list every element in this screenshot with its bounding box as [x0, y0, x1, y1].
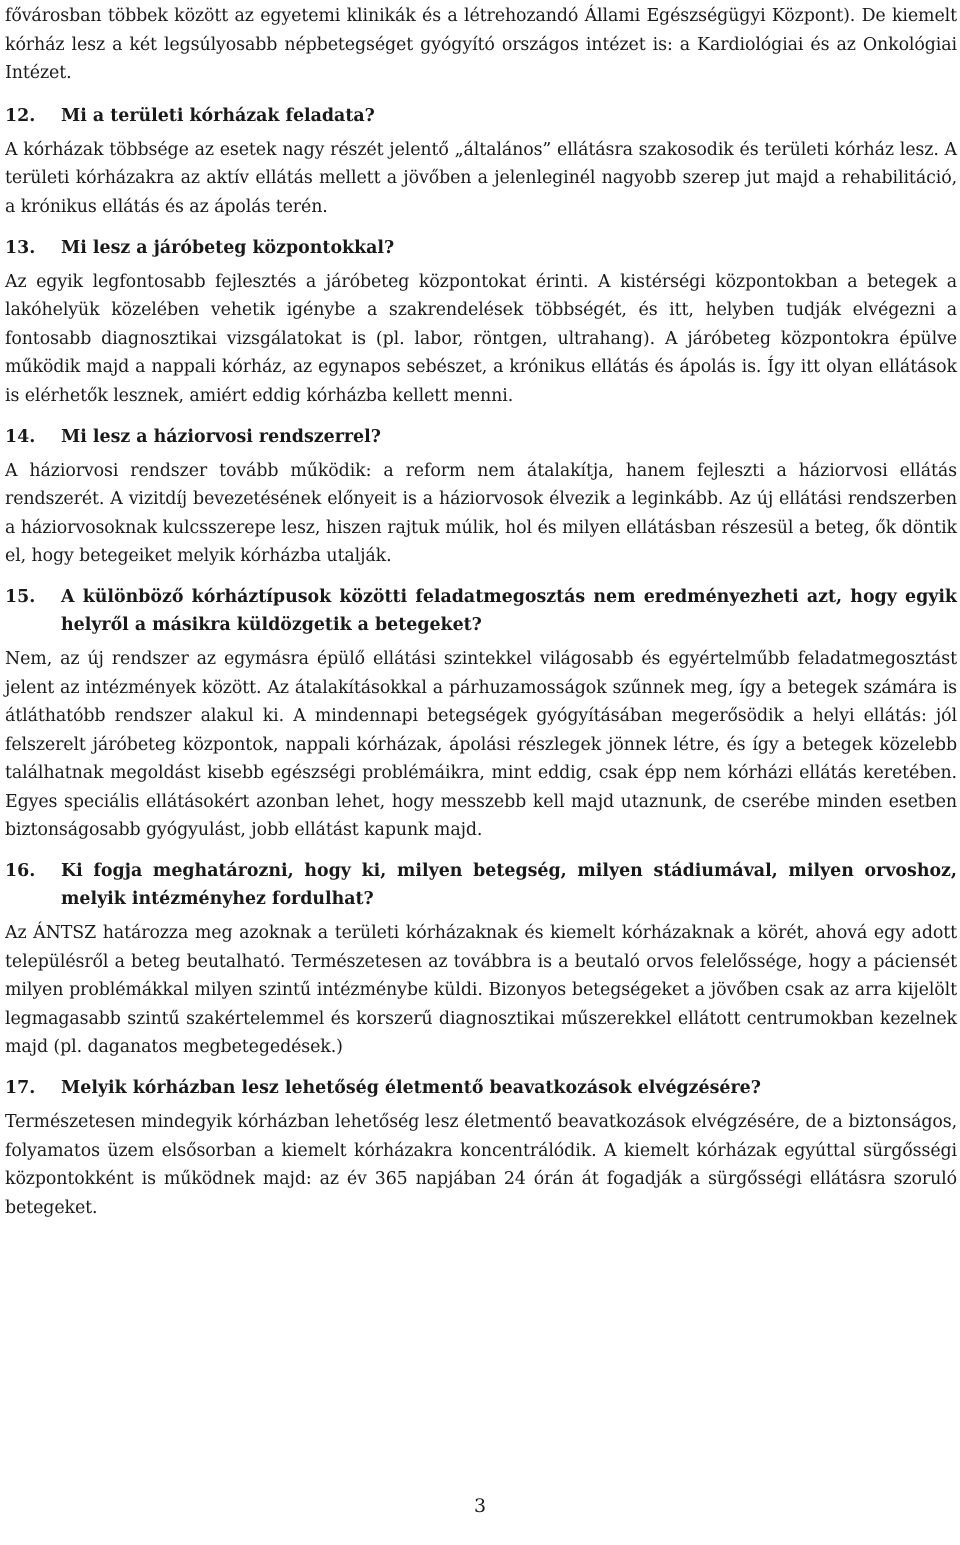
- section-question: A különböző kórháztípusok közötti feladatmegosztás nem eredményezheti azt, hogy egyik helyről a másikra küldözgetik a betegeket?: [61, 586, 957, 635]
- section-number: 12.: [5, 105, 36, 126]
- section-number: 15.: [5, 586, 36, 607]
- section-heading-14: [5, 423, 957, 451]
- section-number: 14.: [5, 426, 36, 447]
- section-answer-13: Az egyik legfontosabb fejlesztés a járóbeteg központokat érinti. A kistérségi központokban a betegek a lakóhelyük közelében vehetik igénybe a szakrendelések többségét, és itt, helyben tudják elvégezni a fontosabb diagnosztikai vizsgálatokat is (pl. labor, röntgen, ultrahang). A járóbeteg központokra épülve működik majd a nappali kórház, az egynapos sebészet, a krónikus ellátás és ápolás is. Így itt olyan ellátások is elérhetők lesznek, amiért eddig kórházba kellett menni.: [5, 271, 957, 406]
- document-page: [5, 2, 957, 1222]
- section-answer-16: Az ÁNTSZ határozza meg azoknak a területi kórházaknak és kiemelt kórházaknak a körét, ahová egy adott településről a beteg beutalható. Természetesen az továbbra is a beutaló orvos felelőssége, hogy a páciensét milyen problémákkal milyen szintű intézménybe küldi. Bizonyos betegségeket a jövőben csak az arra kijelölt legmagasabb szintű szakértelemmel és korszerű diagnosztikai műszerekkel ellátott centrumokban kezelnek majd (pl. daganatos megbetegedések.): [5, 923, 957, 1058]
- section-question: Melyik kórházban lesz lehetőség életmentő beavatkozások elvégzésére?: [61, 1078, 761, 1099]
- section-heading-16: [5, 857, 957, 913]
- page-number: 3: [473, 1495, 487, 1517]
- section-question: Mi a területi kórházak feladata?: [61, 105, 375, 126]
- section-question: Ki fogja meghatározni, hogy ki, milyen betegség, milyen stádiumával, milyen orvoshoz, melyik intézményhez fordulhat?: [61, 861, 957, 910]
- section-heading-12: [5, 102, 957, 130]
- section-number: 17.: [5, 1078, 36, 1099]
- section-number: 13.: [5, 237, 36, 258]
- section-answer-14: A háziorvosi rendszer tovább működik: a reform nem átalakítja, hanem fejleszti a háziorvosi ellátás rendszerét. A vizitdíj bevezetésének előnyeit is a háziorvosok élvezik a leginkább. Az új ellátási rendszerben a háziorvosoknak kulcsszerepe lesz, hiszen rajtuk múlik, hol és milyen ellátásban részesül a beteg, ők döntik el, hogy betegeiket melyik kórházba utalják.: [5, 460, 957, 567]
- section-question: Mi lesz a járóbeteg központokkal?: [61, 237, 395, 258]
- section-answer-12: A kórházak többsége az esetek nagy részét jelentő „általános” ellátásra szakosodik és területi kórház lesz. A területi kórházakra az aktív ellátás mellett a jövőben a jelenleginél nagyobb szerep jut majd a rehabilitáció, a krónikus ellátás és az ápolás terén.: [5, 139, 957, 217]
- intro-paragraph: fővárosban többek között az egyetemi klinikák és a létrehozandó Állami Egészségügyi Központ). De kiemelt kórház lesz a két legsúlyosabb népbetegséget gyógyító országos intézet is: a Kardiológiai és az Onkológiai Intézet.: [5, 6, 957, 84]
- section-answer-17: Természetesen mindegyik kórházban lehetőség lesz életmentő beavatkozások elvégzésére, de a biztonságos, folyamatos üzem elsősorban a kiemelt kórházakra koncentrálódik. A kiemelt kórházak egyúttal sürgősségi központokként is működnek majd: az év 365 napjában 24 órán át fogadják a sürgősségi ellátásra szoruló betegeket.: [5, 1112, 957, 1218]
- section-question: Mi lesz a háziorvosi rendszerrel?: [61, 426, 381, 447]
- section-number: 16.: [5, 861, 36, 882]
- section-heading-15: [5, 583, 957, 639]
- section-heading-17: [5, 1074, 957, 1102]
- section-answer-15: Nem, az új rendszer az egymásra épülő ellátási szintekkel világosabb és egyértelműbb feladatmegosztást jelent az intézmények között. Az átalakításokkal a párhuzamosságok szűnnek meg, így a betegek számára is átláthatóbb rendszer alakul ki. A mindennapi betegségek gyógyításában megerősödik a helyi ellátás: jól felszerelt járóbeteg központok, nappali kórházak, ápolási részlegek jönnek létre, és így a betegek közelebb találhatnak megoldást kisebb egészségi problémáikra, mint eddig, csak épp nem kórházi ellátás keretében. Egyes speciális ellátásokért azonban lehet, hogy messzebb kell majd utaznunk, de cserébe minden esetben biztonságosabb gyógyulást, jobb ellátást kapunk majd.: [5, 648, 957, 841]
- section-heading-13: [5, 234, 957, 262]
